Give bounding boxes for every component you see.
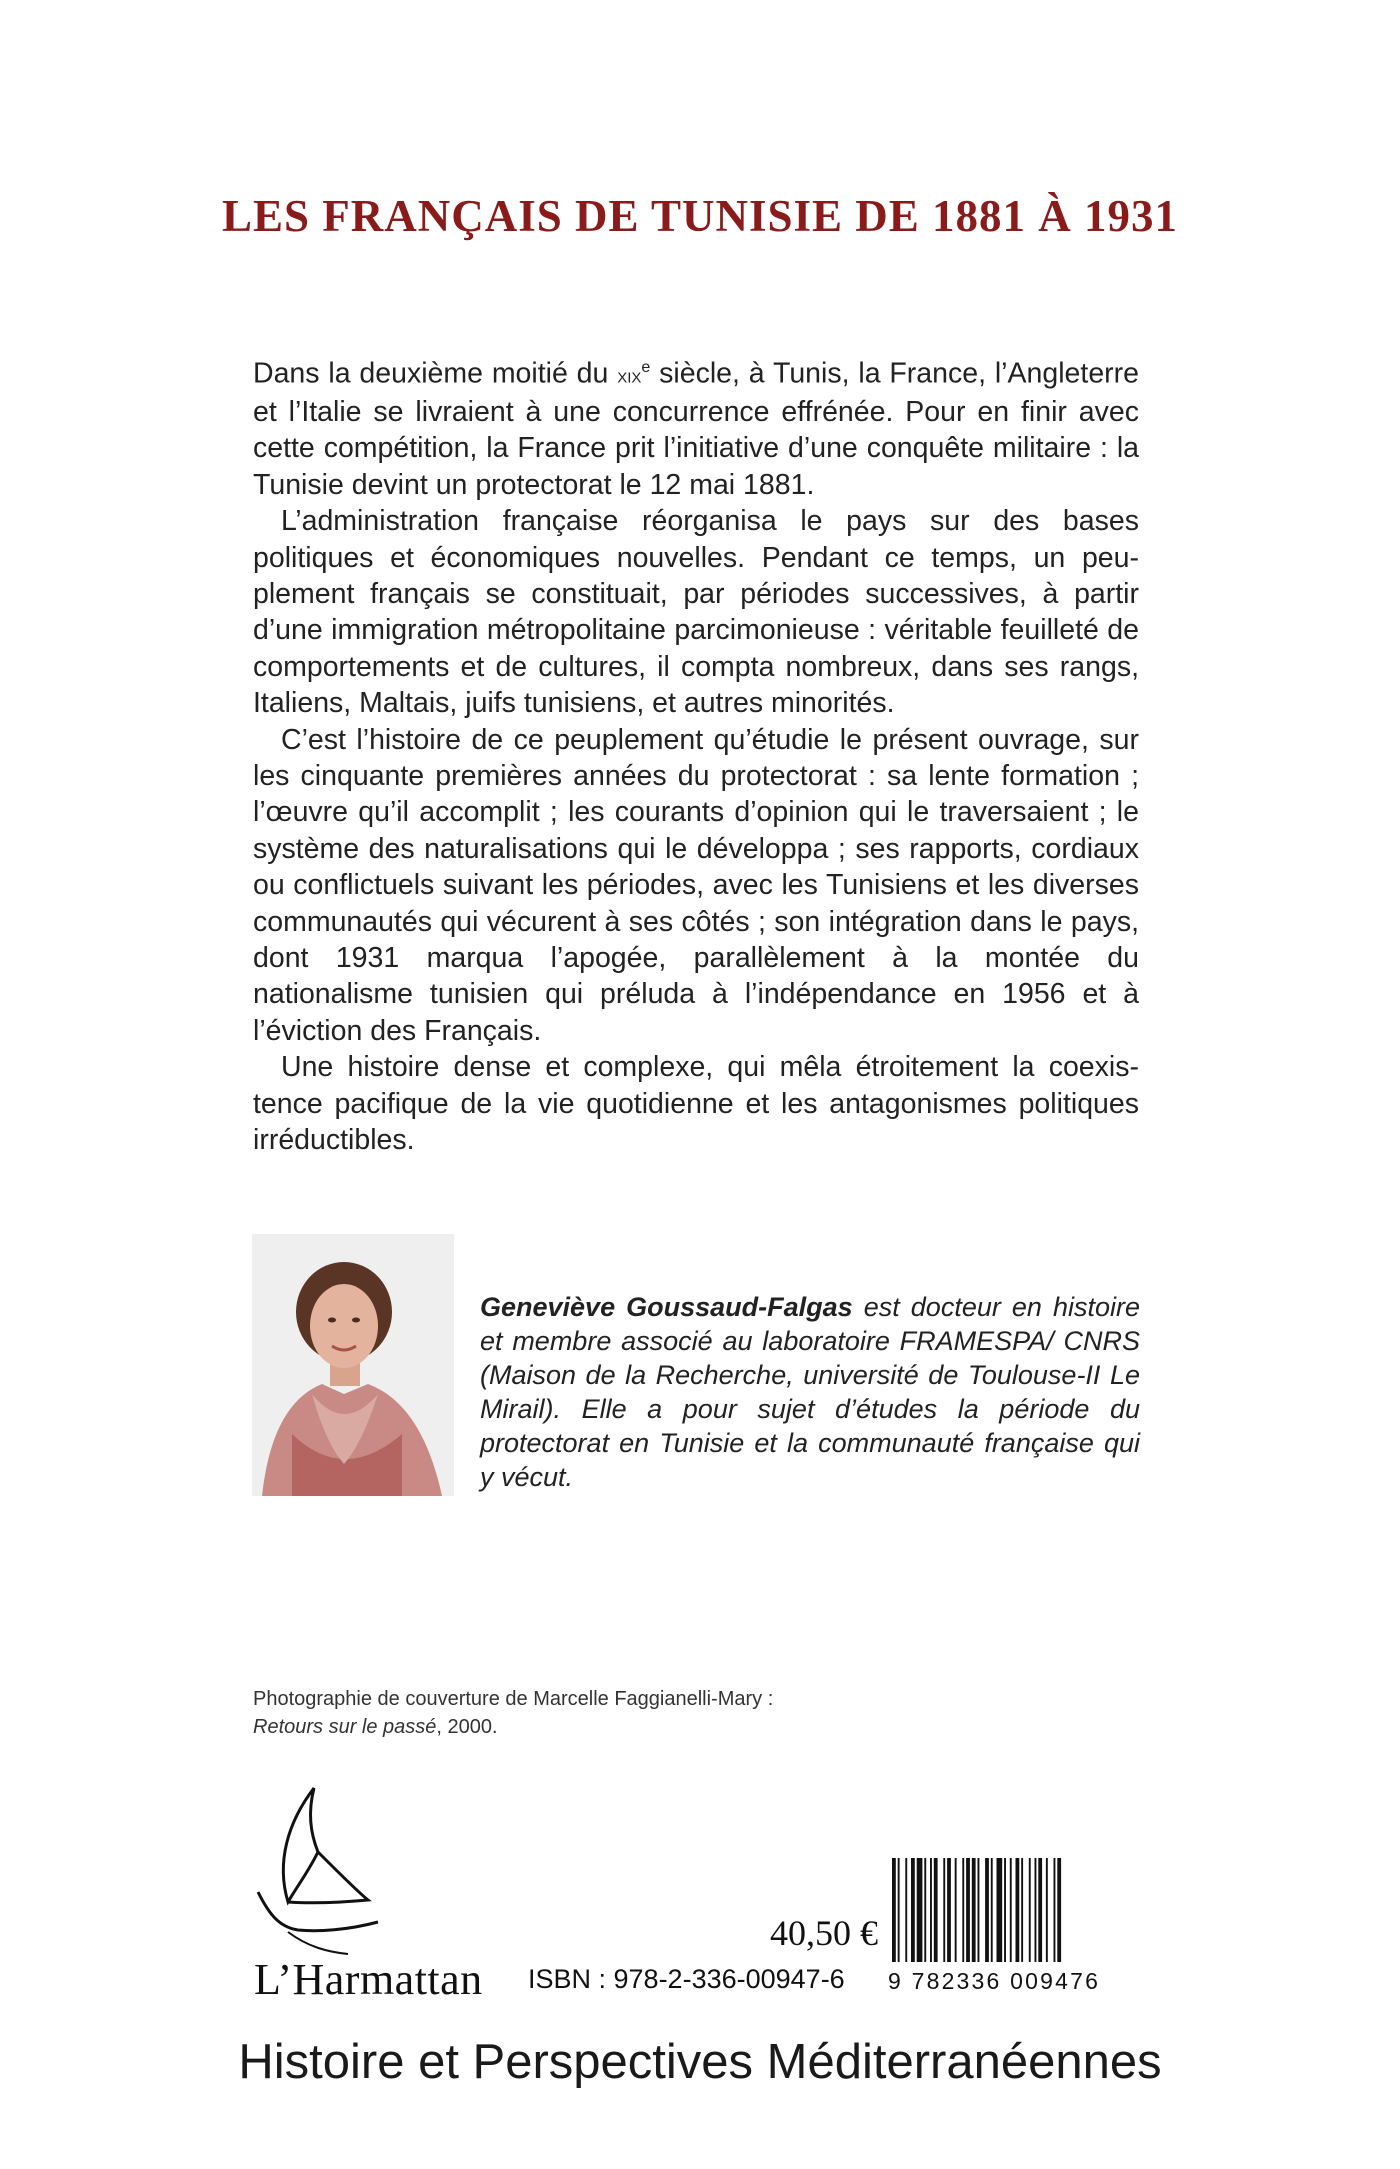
- barcode-bar: [1029, 1858, 1031, 1962]
- barcode-bar: [947, 1858, 951, 1962]
- barcode-bar: [911, 1858, 915, 1962]
- blurb-paragraph-4: Une histoire dense et complexe, qui mêla étroitement la coexistence pacifique de la vie quotidienne et les antagonismes politiques irréductibles.: [253, 1051, 1139, 1157]
- barcode-bar: [943, 1858, 945, 1962]
- price: 40,50 €: [770, 1913, 878, 1953]
- barcode-bar: [991, 1858, 993, 1962]
- barcode-bar: [924, 1858, 926, 1962]
- barcode-bar: [1057, 1858, 1061, 1962]
- author-bio: [480, 1290, 1140, 1494]
- barcode-bar: [1038, 1858, 1042, 1962]
- barcode-bar: [962, 1858, 964, 1962]
- barcode-bar: [978, 1858, 980, 1962]
- author-bio-text: est docteur en histoire et membre associé au laboratoire FRAMESPA/ CNRS (Maison de la Recherche, université de Toulouse-II Le Mirail). Elle a pour sujet d’études la période du protectorat en Tunisie et la communauté française qui y vécut.: [480, 1292, 1141, 1492]
- isbn: ISBN : 978-2-336-00947-6: [528, 1964, 845, 1994]
- barcode-bar: [955, 1858, 957, 1962]
- barcode-bar: [905, 1858, 907, 1962]
- barcode-digits: 9 782336 009476: [888, 1968, 1101, 1994]
- blurb-paragraph-2: L’administration française réorganisa le pays sur des bases politiques et économiques nouvelles. Pendant ce temps, un peuplement français se constituait, par périodes successives, à partir d’une immigration métropolitaine parcimonieuse : véritable feuilleté de comportements et de cultures, il compta nombreux, dans ses rangs, Italiens, Maltais, juifs tunisiens, et autres minorités.: [253, 505, 1139, 720]
- barcode-bar: [972, 1858, 976, 1962]
- blurb-paragraph-1: Dans la deuxième moitié du xix$^e$ siècle, à Tunis, la France, l’Angleterre et l’Italie se livraient à une concurrence effrénée. Pour en finir avec cette compétition, la France prit l’initiative d’une conquête militaire : la Tunisie devint un protectorat le 12 mai 1881.: [253, 357, 1140, 501]
- barcode-bar: [917, 1858, 923, 1962]
- barcode-bar: [934, 1858, 938, 1962]
- author-portrait-image: [252, 1234, 454, 1496]
- photo-credit: Photographie de couverture de Marcelle Faggianelli-Mary : Retours sur le passé, 2000.: [253, 1688, 774, 1738]
- barcode-bar: [1054, 1858, 1056, 1962]
- publisher-name: L’Harmattan: [254, 1955, 483, 2004]
- barcode-bar: [1016, 1858, 1020, 1962]
- barcode-bar: [898, 1858, 900, 1962]
- barcode-bar: [997, 1858, 1003, 1962]
- book-title: LES FRANÇAIS DE TUNISIE DE 1881 À 1931: [221, 191, 1179, 241]
- photo-work-title: Retours sur le passé: [253, 1716, 437, 1738]
- back-cover-blurb: [253, 350, 1139, 1158]
- barcode-bar: [930, 1858, 932, 1962]
- sailboat-logo-icon: [248, 1782, 408, 1962]
- series-title: Histoire et Perspectives Méditerranéennes: [238, 2035, 1162, 2089]
- barcode-bar: [892, 1858, 896, 1962]
- barcode-bar: [1021, 1858, 1023, 1962]
- barcode-bar: [1046, 1858, 1048, 1962]
- author-name: Geneviève Goussaud-Falgas: [480, 1292, 853, 1322]
- barcode-bar: [966, 1858, 970, 1962]
- author-photo: [252, 1234, 454, 1496]
- barcode-icon: [888, 1858, 1132, 1968]
- barcode-bar: [1004, 1858, 1006, 1962]
- barcode-bar: [1010, 1858, 1012, 1962]
- barcode-bar: [985, 1858, 989, 1962]
- blurb-paragraph-3: C’est l’histoire de ce peuplement qu’étudie le présent ouvrage, sur les cinquante premières années du protectorat : sa lente formation ; l’œuvre qu’il accomplit ; les courants d’opinion qui le traversaient ; le système des naturalisations qui le développa ; ses rapports, cordiaux ou conflictuels suivant les périodes, avec les Tunisiens et les diverses communautés qui vécurent à ses côtés ; son intégration dans le pays, dont 1931 marqua l’apogée, parallèlement à la montée du nationalisme tunisien qui préluda à l’indépendance en 1956 et à l’éviction des Français.: [253, 723, 1139, 1047]
- barcode-bar: [1035, 1858, 1037, 1962]
- century-numeral: xix: [617, 362, 642, 388]
